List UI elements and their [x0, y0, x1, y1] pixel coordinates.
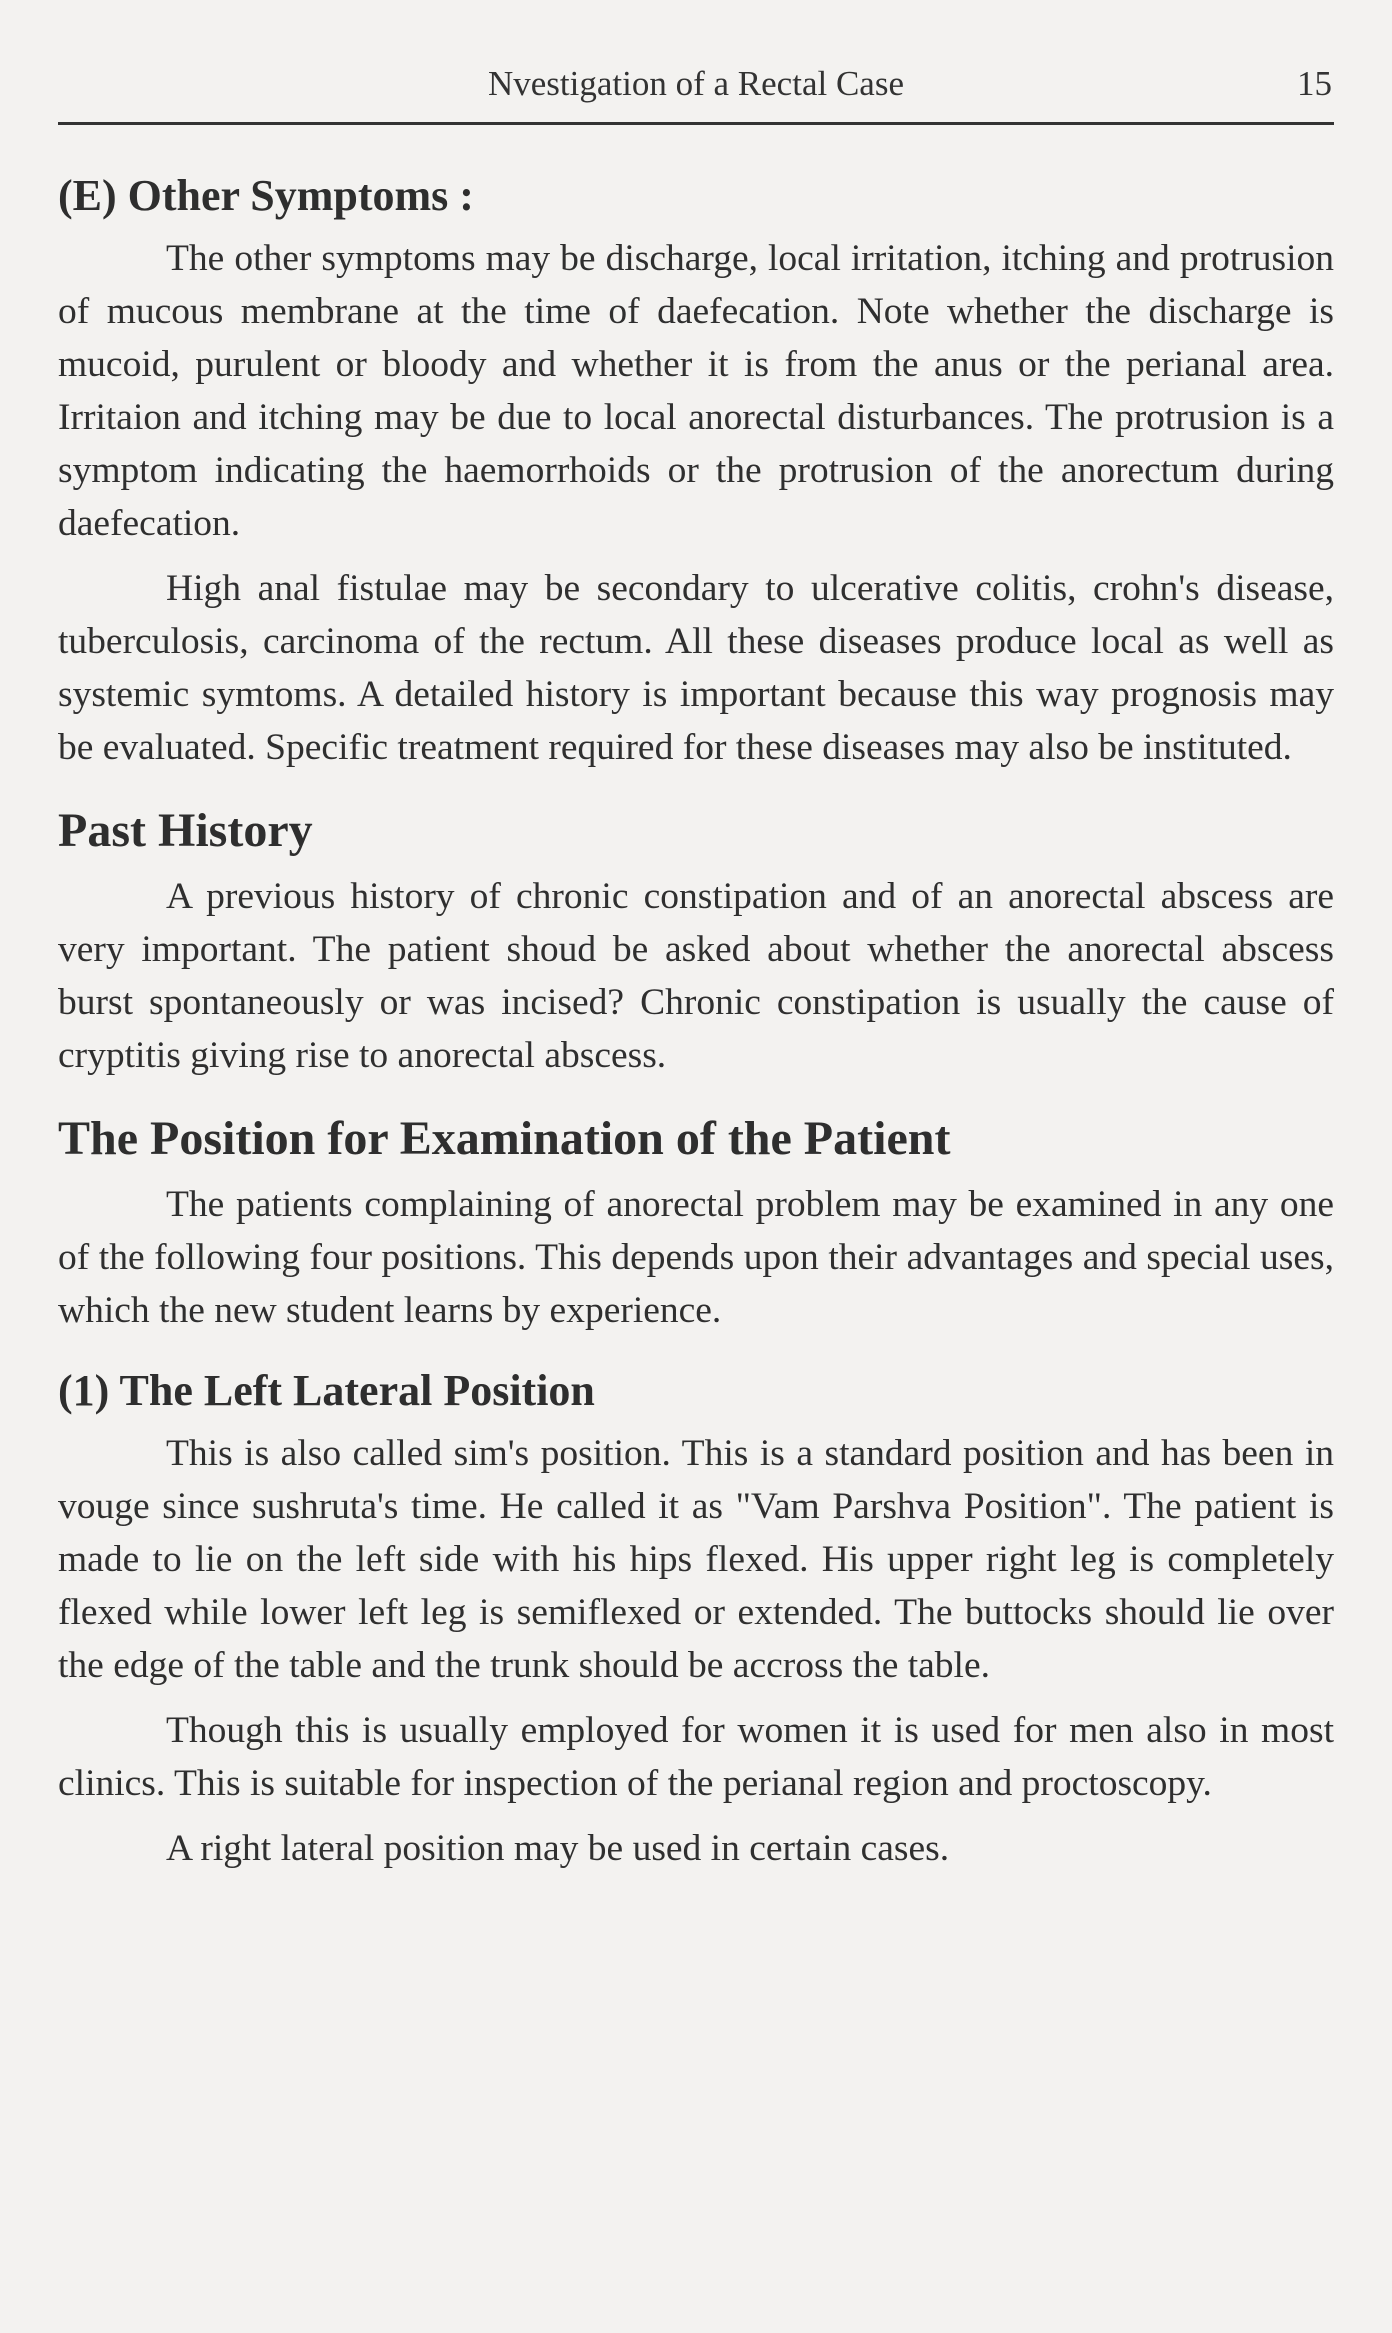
paragraph-past-history-1: A previous history of chronic constipation and of an anorectal abscess are very important. The patient shoud be asked about whether the anorectal abscess burst spontaneously or was incised? Chronic constipation is usually the cause of cryptitis giving rise to anorectal abscess. — [58, 876, 1334, 1076]
paragraph-position-1: The patients complaining of anorectal problem may be examined in any one of the following four positions. This depends upon their advantages and special uses, which the new student learns by experience. — [58, 1184, 1334, 1331]
heading-left-lateral-position: (1) The Left Lateral Position — [58, 1366, 595, 1415]
heading-position-examination: The Position for Examination of the Patient — [58, 1112, 951, 1165]
heading-other-symptoms: (E) Other Symptoms : — [58, 171, 474, 220]
paragraph-left-lateral-2: Though this is usually employed for women it is used for men also in most clinics. This is suitable for inspection of the perianal region and proctoscopy. — [58, 1710, 1334, 1804]
paragraph-other-symptoms-2: High anal fistulae may be secondary to ulcerative colitis, crohn's disease, tuberculosis, carcinoma of the rectum. All these diseases produce local as well as systemic symtoms. A detailed history is important because this way prognosis may be evaluated. Specific treatment required for these diseases may also be instituted. — [58, 568, 1334, 768]
running-header — [58, 62, 1334, 125]
page-number: 15 — [1297, 64, 1332, 103]
paragraph-other-symptoms-1: The other symptoms may be discharge, local irritation, itching and protrusion of mucous membrane at the time of daefecation. Note whether the discharge is mucoid, purulent or bloody and whether it is from the anus or the perianal area. Irritaion and itching may be due to local anorectal disturbances. The protrusion is a symptom indicating the haemorrhoids or the protrusion of the anorectum during daefecation. — [58, 238, 1334, 544]
paragraph-left-lateral-1: This is also called sim's position. This is a standard position and has been in vouge since sushruta's time. He called it as "Vam Parshva Position". The patient is made to lie on the left side with his hips flexed. His upper right leg is completely flexed while lower left leg is semiflexed or extended. The buttocks should lie over the edge of the table and the trunk should be accross the table. — [58, 1433, 1334, 1686]
page-content — [58, 168, 1334, 1887]
running-title: Nvestigation of a Rectal Case — [488, 64, 904, 103]
book-page — [58, 0, 1334, 2333]
paragraph-left-lateral-3: A right lateral position may be used in certain cases. — [166, 1828, 950, 1869]
heading-past-history: Past History — [58, 804, 313, 857]
